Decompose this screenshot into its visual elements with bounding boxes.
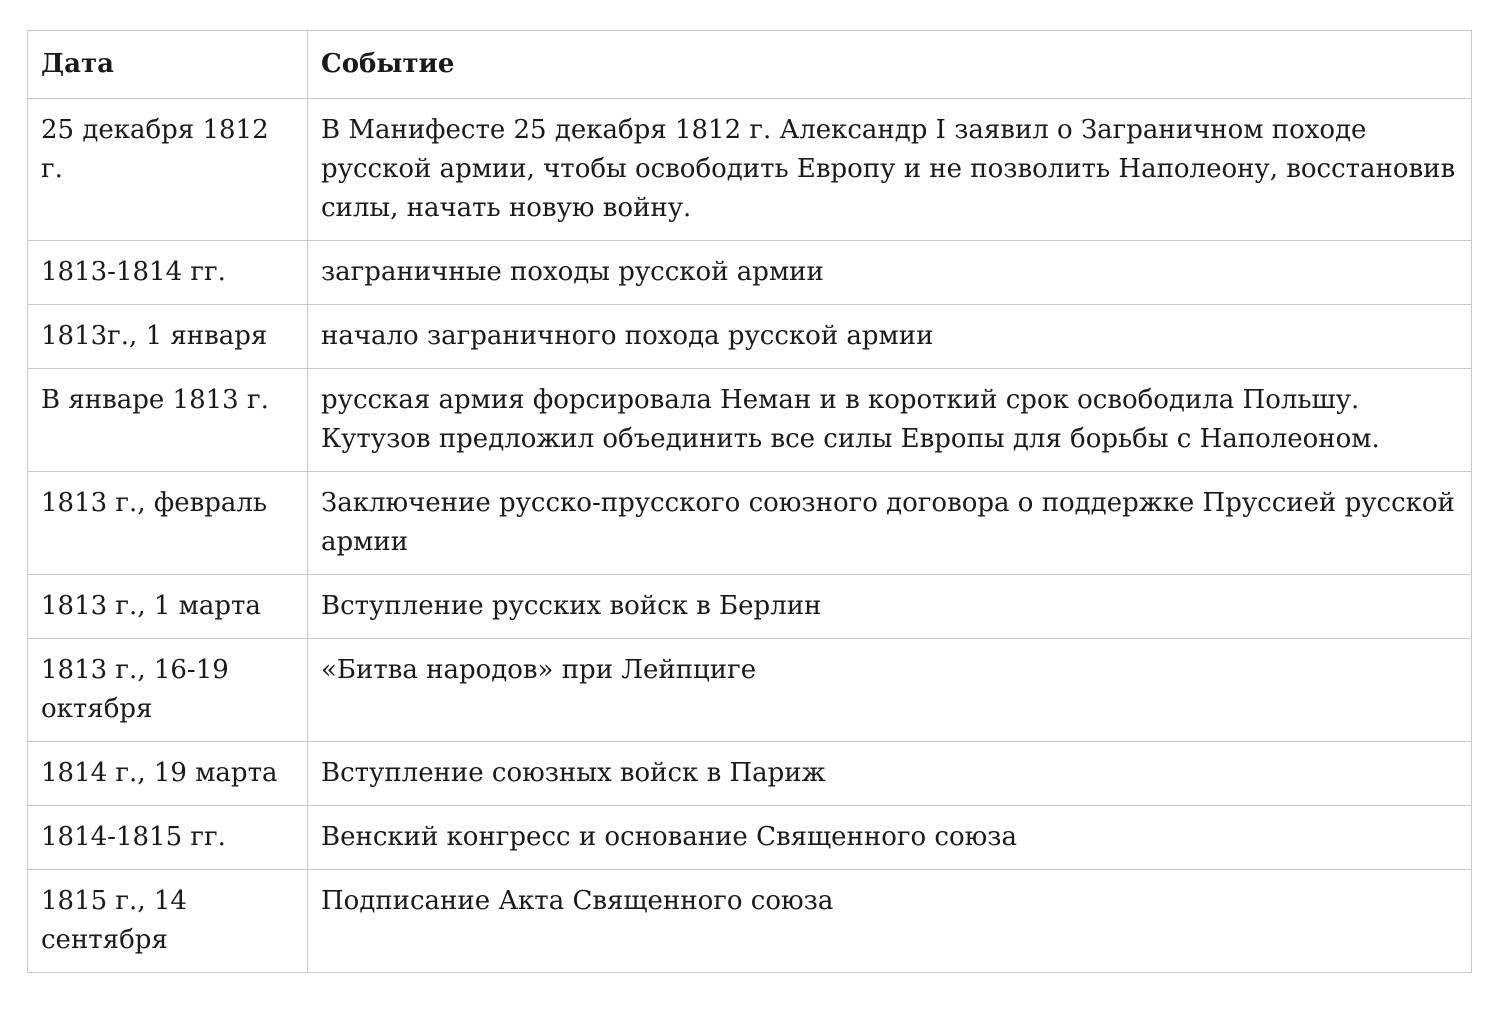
row-date: 25 декабря 1812 г. [28, 99, 308, 241]
row-event: Вступление союзных войск в Париж [308, 742, 1472, 806]
timeline-table [27, 30, 1472, 973]
header-row [28, 31, 1472, 99]
row-event: Вступление русских войск в Берлин [308, 575, 1472, 639]
row-event: русская армия форсировала Неман и в короткий срок освободила Польшу. Кутузов предложил объединить все силы Европы для борьбы с Наполеоном. [308, 369, 1472, 472]
row-event: Подписание Акта Священного союза [308, 870, 1472, 973]
table-row [28, 870, 1472, 973]
row-date: 1813-1814 гг. [28, 241, 308, 305]
row-date: 1814 г., 19 марта [28, 742, 308, 806]
row-event: заграничные походы русской армии [308, 241, 1472, 305]
row-event: Заключение русско-прусского союзного договора о поддержке Пруссией русской армии [308, 472, 1472, 575]
table-row [28, 99, 1472, 241]
row-event: В Манифесте 25 декабря 1812 г. Александр I заявил о Заграничном походе русской армии, чтобы освободить Европу и не позволить Наполеону, восстановив силы, начать новую войну. [308, 99, 1472, 241]
row-date: 1814-1815 гг. [28, 806, 308, 870]
table-row [28, 575, 1472, 639]
table-body [28, 99, 1472, 973]
row-date: 1815 г., 14 сентября [28, 870, 308, 973]
row-date: 1813 г., 16-19 октября [28, 639, 308, 742]
row-event: Венский конгресс и основание Священного союза [308, 806, 1472, 870]
row-event: начало заграничного похода русской армии [308, 305, 1472, 369]
table-row [28, 305, 1472, 369]
header-event: Событие [308, 31, 1472, 99]
table-row [28, 639, 1472, 742]
row-date: 1813 г., февраль [28, 472, 308, 575]
table-row [28, 369, 1472, 472]
table-row [28, 241, 1472, 305]
row-event: «Битва народов» при Лейпциге [308, 639, 1472, 742]
table-row [28, 472, 1472, 575]
row-date: В январе 1813 г. [28, 369, 308, 472]
row-date: 1813г., 1 января [28, 305, 308, 369]
row-date: 1813 г., 1 марта [28, 575, 308, 639]
table-header [28, 31, 1472, 99]
table-row [28, 742, 1472, 806]
table-row [28, 806, 1472, 870]
header-date: Дата [28, 31, 308, 99]
